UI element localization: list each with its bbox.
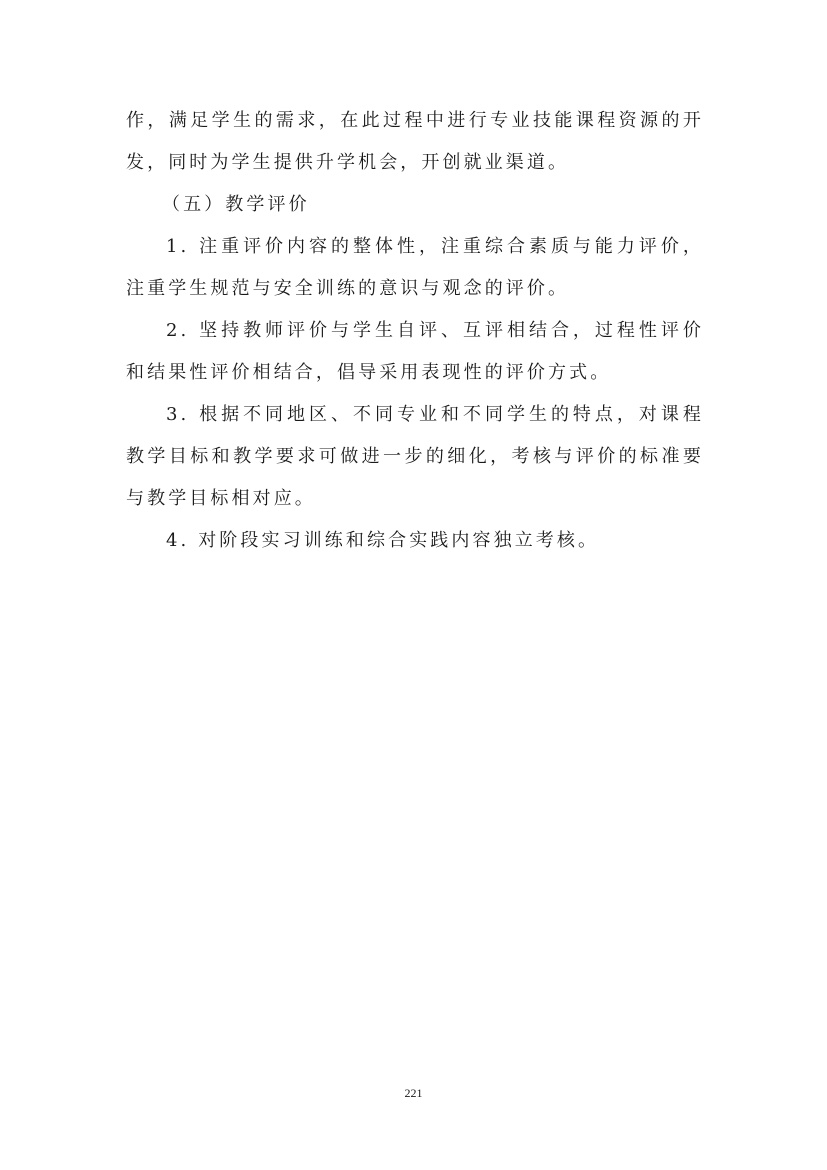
body-text [126, 100, 704, 562]
section-heading: （五）教学评价 [162, 194, 310, 215]
list-item: 3. 根据不同地区、不同专业和不同学生的特点，对课程教学目标和教学要求可做进一步的细化，考核与评价的标准要与教学目标相对应。 [126, 404, 704, 509]
list-item: 2. 坚持教师评价与学生自评、互评相结合，过程性评价和结果性评价相结合，倡导采用表现性的评价方式。 [126, 320, 704, 383]
list-item: 4. 对阶段实习训练和综合实践内容独立考核。 [166, 530, 600, 551]
continuation-paragraph: 作，满足学生的需求，在此过程中进行专业技能课程资源的开发，同时为学生提供升学机会，开创就业渠道。 [126, 110, 704, 173]
list-item: 1. 注重评价内容的整体性，注重综合素质与能力评价，注重学生规范与安全训练的意识与观念的评价。 [126, 236, 704, 299]
page-number: 221 [404, 1086, 423, 1100]
